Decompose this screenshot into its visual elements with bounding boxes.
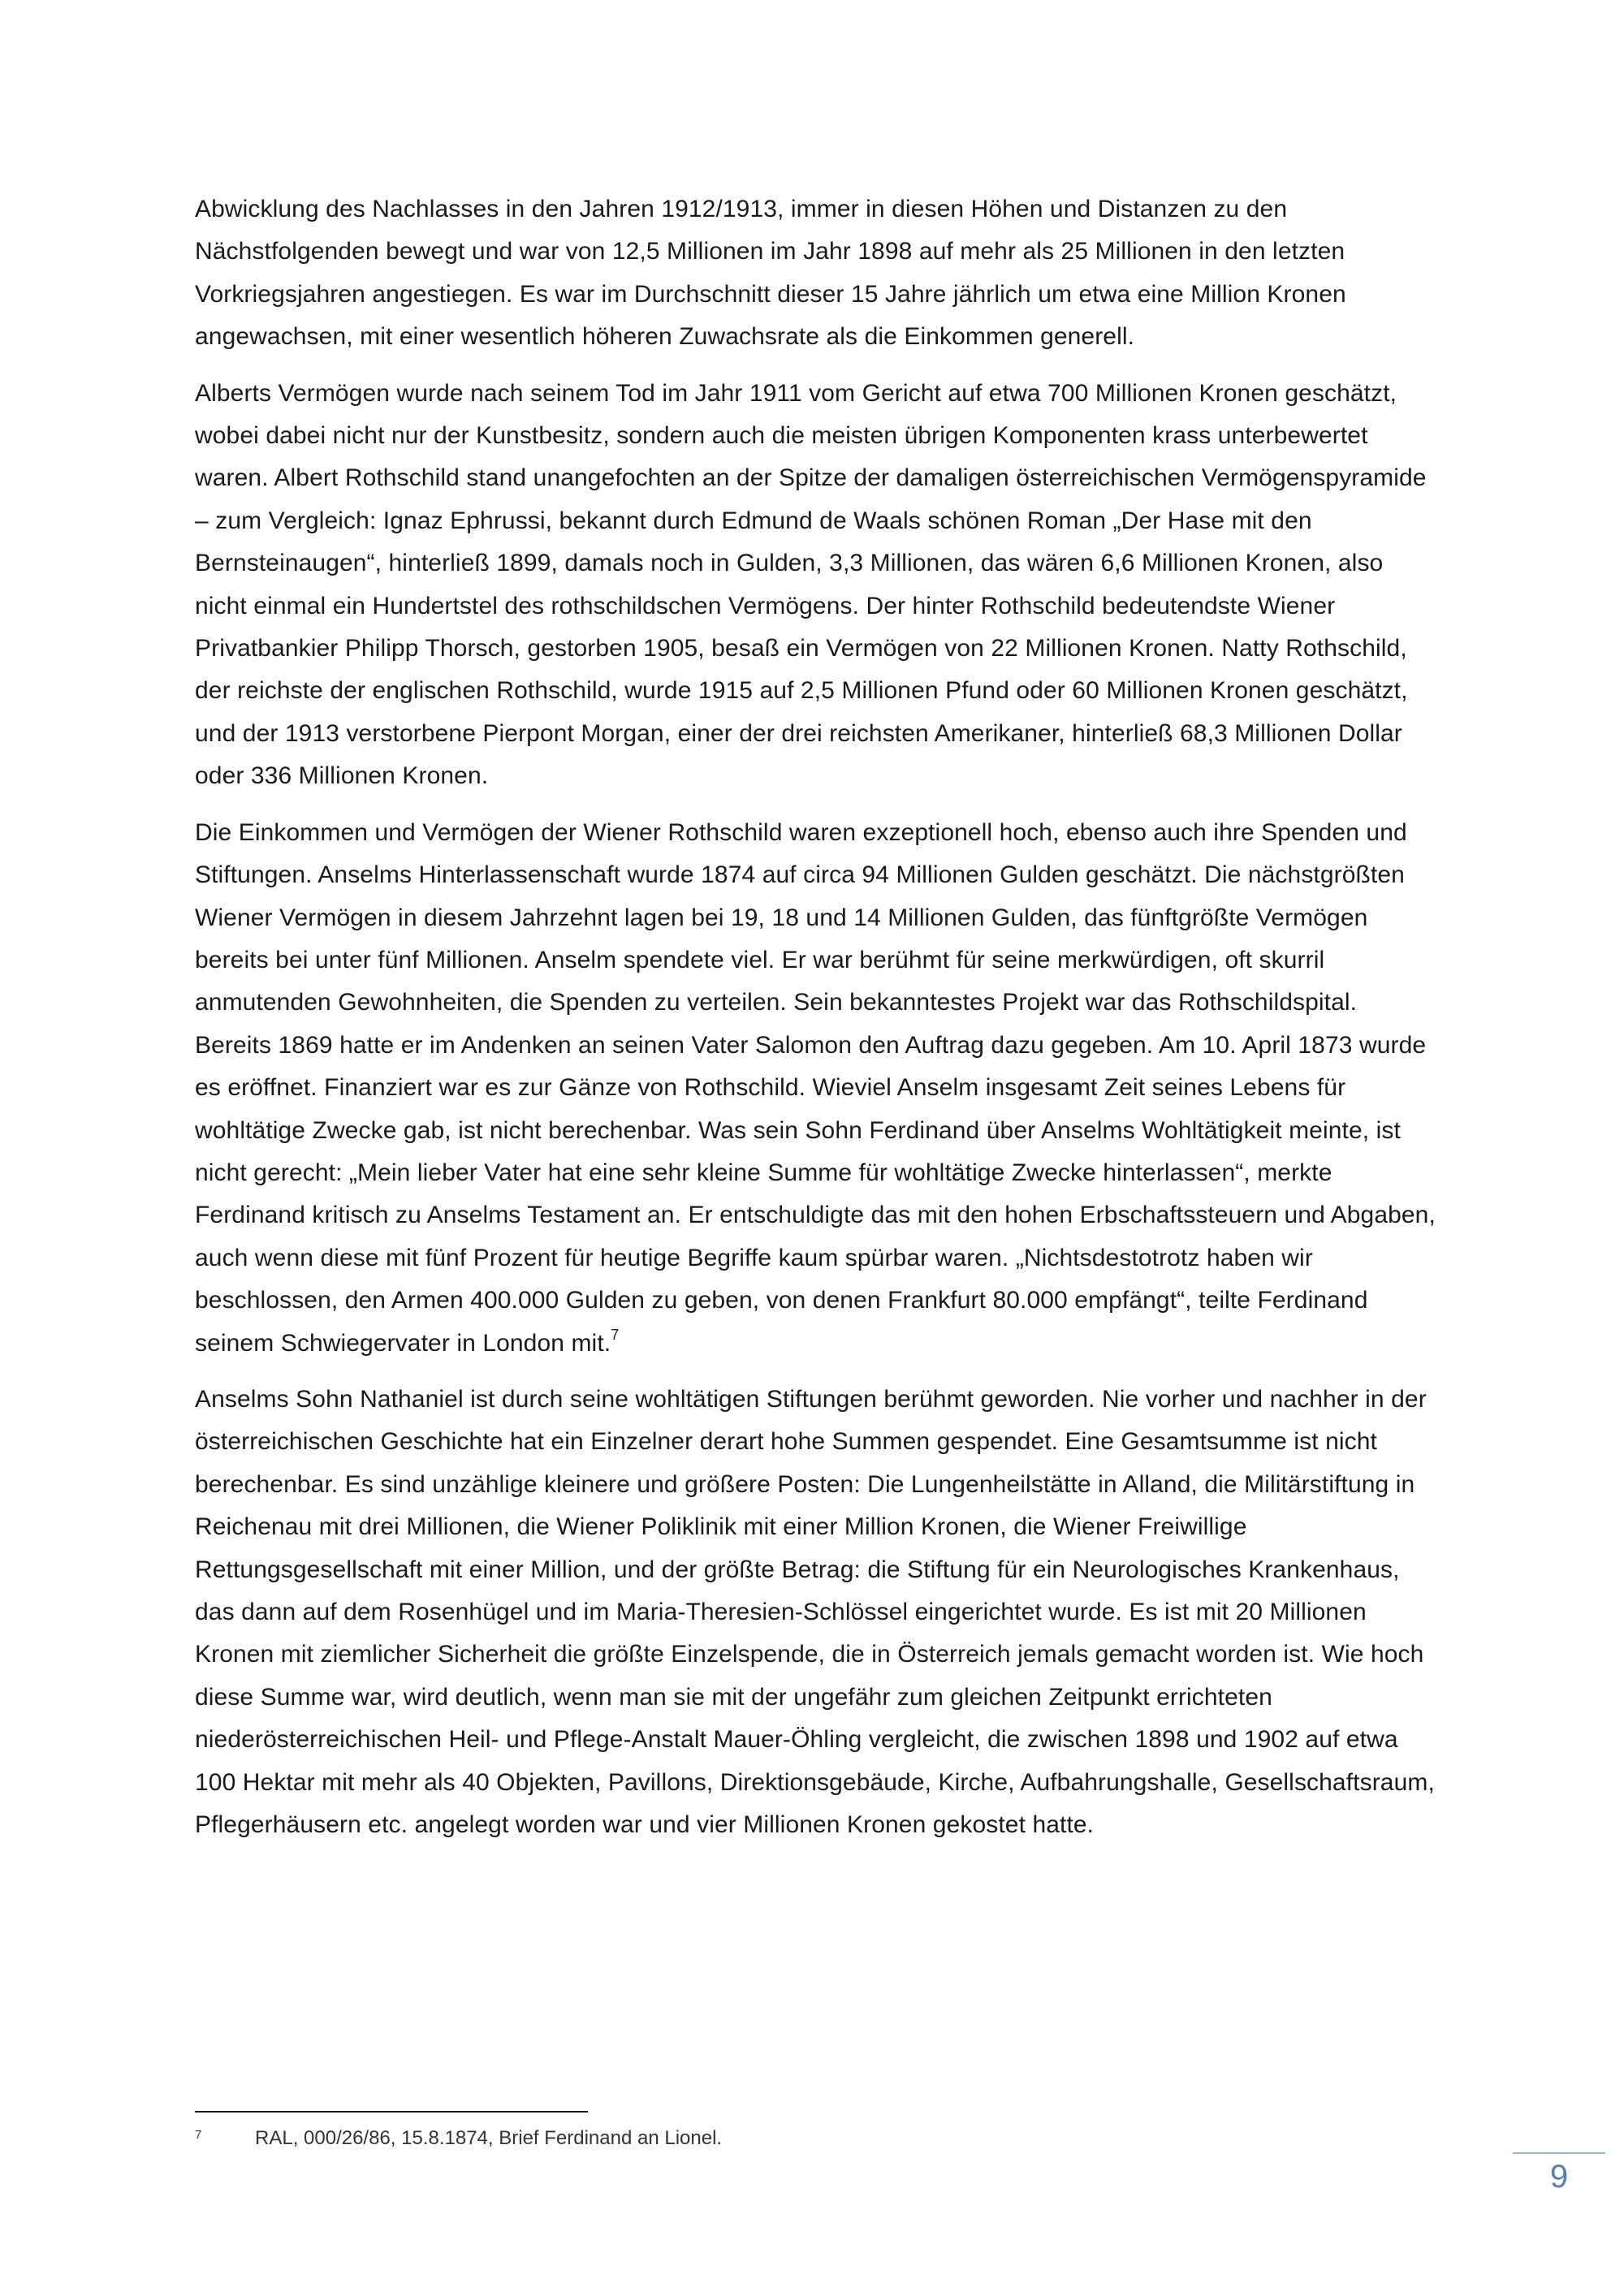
page-number: 9 xyxy=(1549,2159,1569,2195)
footnote-separator xyxy=(195,2111,588,2113)
paragraph: Abwicklung des Nachlasses in den Jahren 1912/1913, immer in diesen Höhen und Distanzen zu den Nächstfolgenden bewegt und war von 12,5 Millionen im Jahr 1898 auf mehr als 25 Millionen in den letzten Vorkriegsjahren angestiegen. Es war im Durchschnitt dieser 15 Jahre jährlich um etwa eine Million Kronen angewachsen, mit einer wesentlich höheren Zuwachsrate als die Einkommen generell. xyxy=(195,196,1346,351)
paragraph-text: Die Einkommen und Vermögen der Wiener Rothschild waren exzeptionell hoch, ebenso auch ihre Spenden und Stiftungen. Anselms Hinterlassenschaft wurde 1874 auf circa 94 Millionen Gulden geschätzt. Die nächstgrößten Wiener Vermögen in diesem Jahrzehnt lagen bei 19, 18 und 14 Millionen Gulden, das fünftgrößte Vermögen bereits bei unter fünf Millionen. Anselm spendete viel. Er war berühmt für seine merkwürdigen, oft skurril anmutenden Gewohnheiten, die Spenden zu verteilen. Sein bekanntestes Projekt war das Rothschildspital. Bereits 1869 hatte er im Andenken an seinen Vater Salomon den Auftrag dazu gegeben. Am 10. April 1873 wurde es eröffnet. Finanziert war es zur Gänze von Rothschild. Wieviel Anselm insgesamt Zeit seines Lebens für wohltätige Zwecke gab, ist nicht berechenbar. Was sein Sohn Ferdinand über Anselms Wohltätigkeit meinte, ist nicht gerecht: „Mein lieber Vater hat eine sehr kleine Summe für wohltätige Zwecke hinterlassen“, merkte Ferdinand kritisch zu Anselms Testament an. Er entschuldigte das mit den hohen Erbschaftssteuern und Abgaben, auch wenn diese mit fünf Prozent für heutige Begriffe kaum spürbar waren. „Nichtsdestotrotz haben wir beschlossen, den Armen 400.000 Gulden zu geben, von denen Frankfurt 80.000 empfängt“, teilte Ferdinand seinem Schwiegervater in London mit. xyxy=(195,818,1436,1357)
paragraph: Anselms Sohn Nathaniel ist durch seine wohltätigen Stiftungen berühmt geworden. Nie vorher und nachher in der österreichischen Geschichte hat ein Einzelner derart hohe Summen gespendet. Eine Gesamtsumme ist nicht berechenbar. Es sind unzählige kleinere und größere Posten: Die Lungenheilstätte in Alland, die Militärstiftung in Reichenau mit drei Millionen, die Wiener Poliklinik mit einer Million Kronen, die Wiener Freiwillige Rettungsgesellschaft mit einer Million, und der größte Betrag: die Stiftung für ein Neurologisches Krankenhaus, das dann auf dem Rosenhügel und im Maria-Theresien-Schlössel eingerichtet wurde. Es ist mit 20 Millionen Kronen mit ziemlicher Sicherheit die größte Einzelspende, die in Österreich jemals gemacht worden ist. Wie hoch diese Summe war, wird deutlich, wenn man sie mit der ungefähr zum gleichen Zeitpunkt errichteten niederösterreichischen Heil- und Pflege-Anstalt Mauer-Öhling vergleicht, die zwischen 1898 und 1902 auf etwa 100 Hektar mit mehr als 40 Objekten, Pavillons, Direktionsgebäude, Kirche, Aufbahrungshalle, Gesellschaftsraum, Pflegerhäusern etc. angelegt worden war und vier Millionen Kronen gekostet hatte. xyxy=(195,1385,1435,1839)
footnote xyxy=(195,2125,722,2152)
footnote-number: 7 xyxy=(195,2128,202,2142)
page-number-rule xyxy=(1513,2152,1605,2154)
paragraph xyxy=(195,812,1437,1365)
body-text xyxy=(195,188,1437,1860)
paragraph: Alberts Vermögen wurde nach seinem Tod im Jahr 1911 vom Gericht auf etwa 700 Millionen Kronen geschätzt, wobei dabei nicht nur der Kunstbesitz, sondern auch die meisten übrigen Komponenten krass unterbewertet waren. Albert Rothschild stand unangefochten an der Spitze der damaligen österreichischen Vermögenspyramide – zum Vergleich: Ignaz Ephrussi, bekannt durch Edmund de Waals schönen Roman „Der Hase mit den Bernsteinaugen“, hinterließ 1899, damals noch in Gulden, 3,3 Millionen, das wären 6,6 Millionen Kronen, also nicht einmal ein Hundertstel des rothschildschen Vermögens. Der hinter Rothschild bedeutendste Wiener Privatbankier Philipp Thorsch, gestorben 1905, besaß ein Vermögen von 22 Millionen Kronen. Natty Rothschild, der reichste der englischen Rothschild, wurde 1915 auf 2,5 Millionen Pfund oder 60 Millionen Kronen geschätzt, und der 1913 verstorbene Pierpont Morgan, einer der drei reichsten Amerikaner, hinterließ 68,3 Millionen Dollar oder 336 Millionen Kronen. xyxy=(195,379,1427,790)
footnote-text: RAL, 000/26/86, 15.8.1874, Brief Ferdinand an Lionel. xyxy=(255,2127,723,2149)
footnote-reference[interactable]: 7 xyxy=(611,1326,620,1343)
